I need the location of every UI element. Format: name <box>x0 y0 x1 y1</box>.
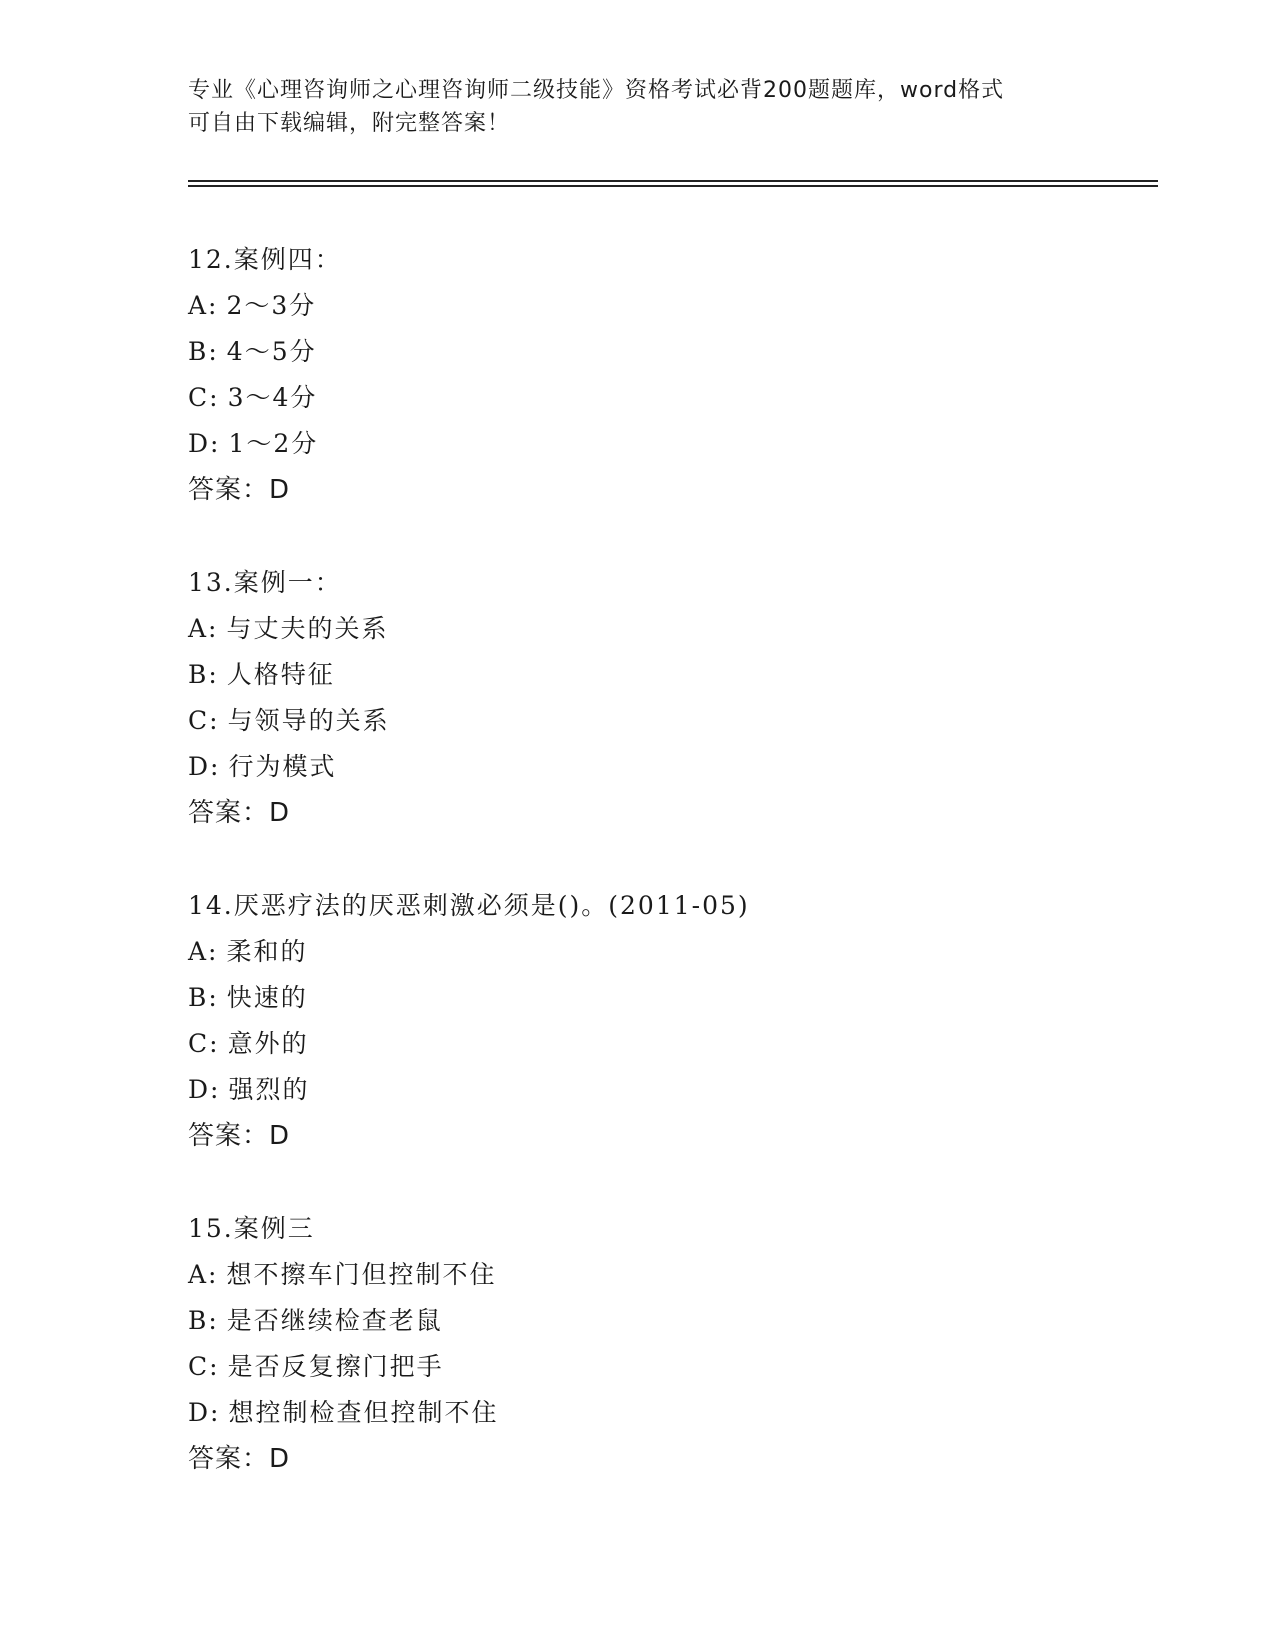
option-d <box>188 421 1148 467</box>
option-text: 快速的 <box>226 983 308 1012</box>
option-letter: A: <box>188 937 219 966</box>
option-text: 与领导的关系 <box>227 706 390 735</box>
option-a <box>188 606 1148 652</box>
option-a <box>188 1252 1148 1298</box>
option-letter: D: <box>188 1398 221 1427</box>
option-text: 想不擦车门但控制不住 <box>226 1260 497 1289</box>
header-line-1: 专业《心理咨询师之心理咨询师二级技能》资格考试必背200题题库，word格式 <box>188 78 1005 103</box>
option-letter: C: <box>188 383 220 412</box>
option-letter: B: <box>188 1306 219 1335</box>
option-c <box>188 1344 1148 1390</box>
option-text: 2～3分 <box>226 291 317 320</box>
option-letter: C: <box>188 706 220 735</box>
document-header <box>188 74 1088 140</box>
question-15 <box>188 1206 1148 1482</box>
answer-line: 答案：D <box>188 1444 291 1474</box>
option-letter: B: <box>188 983 219 1012</box>
option-b <box>188 975 1148 1021</box>
option-text: 是否反复擦门把手 <box>227 1352 444 1381</box>
answer-line: 答案：D <box>188 1121 291 1151</box>
option-letter: A: <box>188 1260 219 1289</box>
option-text: 强烈的 <box>228 1075 310 1104</box>
option-letter: C: <box>188 1352 220 1381</box>
header-divider-bottom <box>188 185 1158 187</box>
option-d <box>188 744 1148 790</box>
option-letter: B: <box>188 337 219 366</box>
question-title: 14.厌恶疗法的厌恶刺激必须是()。(2011-05) <box>188 891 750 920</box>
option-c <box>188 698 1148 744</box>
question-12 <box>188 237 1148 513</box>
answer-line: 答案：D <box>188 475 291 505</box>
option-letter: A: <box>188 614 219 643</box>
question-title: 13.案例一： <box>188 568 342 597</box>
option-c <box>188 1021 1148 1067</box>
option-d <box>188 1390 1148 1436</box>
option-text: 与丈夫的关系 <box>226 614 389 643</box>
option-text: 1～2分 <box>228 429 319 458</box>
option-text: 4～5分 <box>226 337 317 366</box>
option-text: 是否继续检查老鼠 <box>226 1306 443 1335</box>
option-letter: D: <box>188 429 221 458</box>
question-title: 12.案例四： <box>188 245 342 274</box>
option-b <box>188 329 1148 375</box>
option-text: 人格特征 <box>226 660 335 689</box>
option-letter: B: <box>188 660 219 689</box>
option-b <box>188 1298 1148 1344</box>
option-a <box>188 929 1148 975</box>
option-text: 柔和的 <box>226 937 308 966</box>
option-b <box>188 652 1148 698</box>
option-letter: C: <box>188 1029 220 1058</box>
question-title: 15.案例三 <box>188 1214 315 1243</box>
option-text: 意外的 <box>227 1029 309 1058</box>
header-divider-top <box>188 180 1158 182</box>
answer-line: 答案：D <box>188 798 291 828</box>
option-letter: A: <box>188 291 219 320</box>
header-line-2: 可自由下载编辑，附完整答案！ <box>188 111 511 136</box>
option-letter: D: <box>188 752 221 781</box>
option-text: 3～4分 <box>227 383 318 412</box>
question-14 <box>188 883 1148 1159</box>
option-c <box>188 375 1148 421</box>
question-list <box>188 237 1148 1529</box>
option-a <box>188 283 1148 329</box>
option-d <box>188 1067 1148 1113</box>
option-letter: D: <box>188 1075 221 1104</box>
question-13 <box>188 560 1148 836</box>
option-text: 想控制检查但控制不住 <box>228 1398 499 1427</box>
option-text: 行为模式 <box>228 752 337 781</box>
